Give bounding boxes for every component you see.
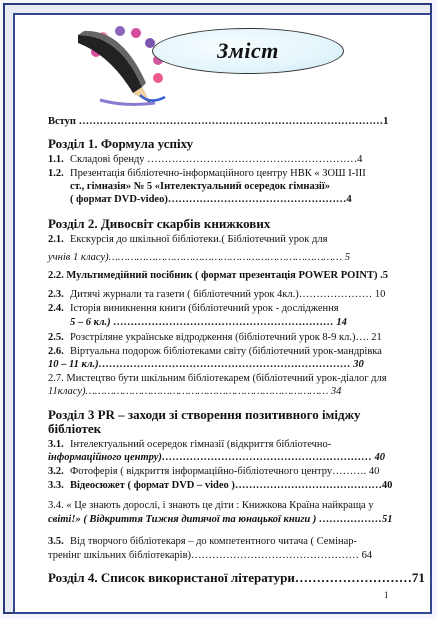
toc-item-2-6: 2.6. Віртуальна подорож бібліотеками світу (бібліотечний урок-мандрівка — [48, 346, 382, 357]
pencil-palette-icon — [70, 15, 180, 110]
toc-item-3-4: 3.4. « Це знають дорослі, і знають це діти : Книжкова Країна найкраща у — [48, 500, 374, 511]
toc-item-3-4-line2: світі!» ( Відкриття Тижня дитячої та юнацької книги ) ………………51 — [48, 514, 393, 525]
toc-item-2-1: 2.1. Екскурсія до шкільної бібліотеки.( Бібліотечний урок для — [48, 234, 328, 245]
toc-item-2-1-line2: учнів 1 класу)………………………………………………………………… 5 — [48, 252, 350, 263]
section-1-title: Розділ 1. Формула успіху — [48, 136, 194, 151]
toc-item-3-1: 3.1. Інтелектуальний осередок гімназії (відкриття бібліотечно- — [48, 439, 332, 450]
toc-item-2-5: 2.5. Розстріляне українське відродження (бібліотечний урок 8-9 кл.)…. 21 — [48, 332, 382, 343]
toc-item-2-2: 2.2. Мультимедійний посібник ( формат презентація POWER POINT) .5 — [48, 270, 389, 281]
toc-item-2-4-line2: 5 – 6 кл.) ……………………………………………………… 14 — [70, 317, 347, 328]
toc-item-2-7-line2: 11класу)…………………………………………………………………… 34 — [48, 386, 342, 397]
toc-item-3-2: 3.2. Фотоферія ( відкриття інформаційно-бібліотечного центру………. 40 — [48, 466, 380, 477]
toc-item-3-5: 3.5. Від творчого бібліотекаря – до компетентного читача ( Семінар- — [48, 536, 358, 547]
section-4-title: Розділ 4. Список використаної літератури………………………71 — [48, 570, 425, 585]
toc-item-3-1-line2: інформаційного центру)…………………………………………………… 40 — [48, 452, 385, 463]
toc-item-1-1: 1.1. Складові бренду ……………………………………………………4 — [48, 154, 363, 165]
page-number: 1 — [384, 590, 389, 600]
page-title: Зміст — [217, 38, 279, 63]
toc-item-1-2-line3: ( формат DVD-video)……………………………………………4 — [70, 194, 352, 205]
toc-item-2-3: 2.3. Дитячі журнали та газети ( бібліотечний урок 4кл.)………………… 10 — [48, 289, 386, 300]
toc-item-2-7: 2.7. Мистецтво бути шкільним бібліотекарем (бібліотечний урок-діалог для — [48, 373, 387, 384]
toc-item-3-5-line2: тренінг шкільних бібліотекарів)………………………………………… 64 — [48, 550, 373, 561]
title-ellipse — [152, 28, 344, 74]
toc-item-1-2-line2: ст., гімназія» № 5 «Інтелектуальний осередок гімназії» — [70, 181, 331, 192]
toc-intro: Вступ ……………………………………………………………………………1 — [48, 116, 389, 127]
section-2-title: Розділ 2. Дивосвіт скарбів книжкових — [48, 216, 271, 231]
toc-item-1-2: 1.2. Презентація бібліотечно-інформаційного центру НВК « ЗОШ І-ІІІ — [48, 168, 366, 179]
toc-item-3-3: 3.3. Відеосюжет ( формат DVD – video )……………………………………40 — [48, 480, 393, 491]
toc-item-2-4: 2.4. Історія виникнення книги (бібліотечний урок - дослідження — [48, 303, 339, 314]
toc-item-2-6-line2: 10 – 11 кл.)……………………………………………………………… 30 — [48, 359, 364, 370]
section-3-title-line2: бібліотек — [48, 421, 102, 436]
section-3-title: Розділ 3 PR – заходи зі створення позитивного іміджу — [48, 407, 361, 422]
